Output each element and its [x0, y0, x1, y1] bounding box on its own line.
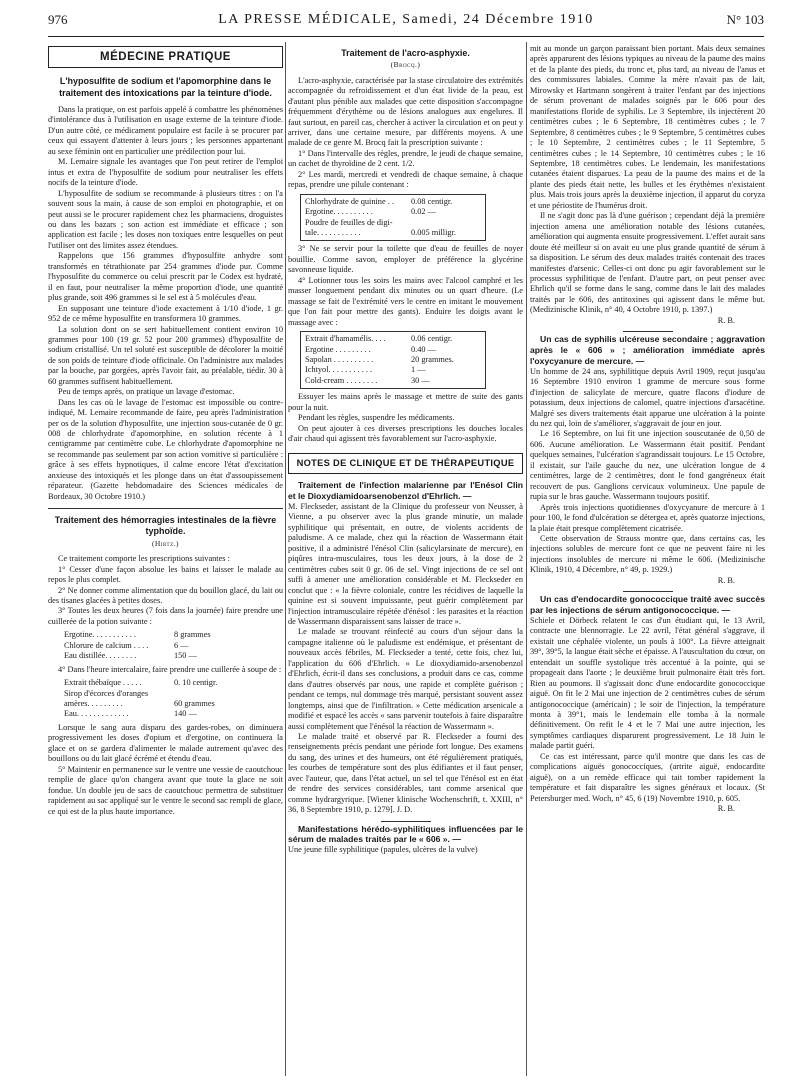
- paragraph: Peu de temps après, on pratique un lavage d'estomac.: [58, 387, 235, 397]
- paragraph: 4° Dans l'heure intercalaire, faire prendre une cuillerée à soupe de :: [58, 664, 282, 674]
- prescription-row: Eau distillée. . . . . . . . 150 —: [64, 651, 197, 661]
- paragraph: La solution dont on se sert habituellement contient environ 10 grammes pour 100 (19 gr. 52 pour 200 grammes) d'hyposulfite de sodium cristallisé. Un tel soluté est susceptible de décolorer la moitié de son poids de teinture d'iode officinale. On l'administre aux malades par la bouche, par gorgées, après l'avoir fait, au préalable, tiédir. 30 à 60 grammes suffisent habituellement.: [48, 324, 283, 386]
- page-header: [48, 10, 764, 32]
- author-initials: R. B.: [717, 804, 735, 814]
- prescription-row: Chlorure de calcium . . . . 6 —: [64, 640, 189, 650]
- prescription-list: [64, 678, 244, 720]
- author-initials: R. B.: [717, 575, 735, 585]
- paragraph: 5° Maintenir en permanence sur le ventre une vessie de caoutchouc remplie de glace qu'on changera avant que toute la glace ne soit fondue. Un double jeu de sacs de caoutchouc permettra de substituer rapidement au sac appliqué sur le ventre le second sac rempli de glace, ce qui est de la plus haute importance.: [48, 764, 283, 816]
- section-heading: NOTES DE CLINIQUE ET DE THÉRAPEUTIQUE: [288, 453, 523, 475]
- note-heading: Un cas de syphilis ulcéreuse secondaire ; aggravation après le « 606 » ; amélioration immédiate après l'oxycyanure de mercure. —: [530, 334, 765, 366]
- paragraph: Le 16 Septembre, on lui fit une injection souscutanée de 0,50 de 606. Aucune amélioration. Le Wassermann était positif. Pendant quelques semaines, l'ulcération s'agrandissait toujours. Le 15 Octobre, il existait, sur l'aile gauche du nez, une ulcération longue de 4 centimètres, large de 2 centimètres, dont le fond gangréneux était recouvert de pus. Ganglions cervicaux volumineux. Une papule de rupia sur le bras gauche. Wassermann toujours positif.: [530, 429, 765, 502]
- paragraph: 3° Ne se servir pour la toilette que d'eau de feuilles de noyer bouillie. Comme savon, employer de préférence la glycérine savonneuse liquide.: [288, 244, 523, 275]
- note-separator: [381, 821, 431, 822]
- paragraph: Cette observation de Strauss montre que, dans certains cas, les injections solubles de mercure font ce que ne peuvent faire ni les injections insolubles de mercure ni même le 606. (Medizinische Klinik, 1910, 4 Décembre, n° 49, p. 1929.): [530, 533, 765, 575]
- author-initials: R. B.: [717, 315, 735, 325]
- article-title: Traitement des hémorragies intestinales de la fièvre typhoïde.: [54, 515, 277, 537]
- paragraph: 3° Toutes les deux heures (7 fois dans la journée) faire prendre une cuillerée de la potion suivante :: [48, 606, 283, 626]
- column-divider: [285, 42, 286, 1076]
- paragraph: 4° Lotionner tous les soirs les mains avec l'alcool camphré et les masser longuement pendant dix minutes ou un quart d'heure. (Le massage se fait de l'extrémité vers le centre en imitant le mouvement que l'on fait pour mettre des gants). Enduire les doigts avant le massage avec :: [288, 275, 523, 327]
- paragraph: Essuyer les mains après le massage et mettre de suite des gants pour la nuit.: [288, 392, 523, 412]
- paragraph: 1° Cesser d'une façon absolue les bains et laisser le malade au repos le plus complet.: [48, 564, 283, 585]
- article-title: Traitement de l'acro-asphyxie.: [341, 48, 470, 58]
- prescription-row: Ergotine. . . . . . . . . . . 8 grammes: [64, 630, 211, 640]
- paragraph: On peut ajouter à ces diverses prescriptions les douches locales d'air chaud qui agissent très favorablement sur l'acro-asphyxie.: [288, 423, 523, 444]
- prescription-row: Poudre de feuilles de digi-: [305, 217, 393, 227]
- paragraph: Ce cas est intéressant, parce qu'il montre que dans les cas de complications aiguës gonococciques, (artrite aiguë, endocardite aiguë), on a un remède efficace qui tait tomber rapidement la température et fait disparaître les signes généraux et locaux. (St Petersburger med. Woch, n° 45, 6 (19) Novembre 1910, p. 605.: [530, 751, 765, 803]
- article-author: (Brocq.): [390, 60, 421, 70]
- prescription-row: Eau. . . . . . . . . . . . . 140 —: [64, 709, 197, 719]
- prescription-row: Chlorhydrate de quinine . . 0.08 centigr.: [305, 196, 453, 206]
- paragraph: M. Fleckseder, assistant de la Clinique du professeur von Neusser, à Vienne, a pu observer avec la plus grande minutie, un malade syphilitique qui présentait, en outre, de violents accidents de paludisme. A ce malade, chez qui la réaction de Wassermann était positive, il a administré l'énésol Clin (salicylarsinate de mercure), en piqûres intra-musculaires, tous les deux jours, à la dose de 2 centimètres cubes soit 0 gr. 06 de sel. Vingt injections de ce sel ont suffi à amener une amélioration considérable et M. Fleckseder en conclut que : « la fièvre coloniale, contre les récidives de laquelle la quinine est si souvent impuissante, peut guérir complètement par l'injection intramusculaire répétée d'énésol : les parasites et la réaction de Wassermann disparaissent sans laisser de trace ».: [288, 502, 523, 626]
- paragraph: Le malade traité et observé par R. Fleckseder a fourni des renseignements précis pendant une période fort longue. Des examens du sang, des urines et des humeurs, ont été régulièrement pratiqués, les courbes de température sont des plus édifiantes et il faut penser, avec l'auteur, que, dans l'état actuel, un sel tel que l'énésol est en état de rendre des services considérables, tant comme arsenical que comme hydrargyrique. [Wiener klinische Wochenschrift, t. XXIII, n° 36, 8 Septembre 1910, p. 1279]. J. D.: [288, 731, 523, 815]
- paragraph: M. Lemaire signale les avantages que l'on peut retirer de l'emploi intus et extra de l'hyposulfite de sodium pour neutraliser les effets nocifs de la teinture d'iode.: [48, 157, 283, 188]
- prescription-row: amères. . . . . . . . . 60 grammes: [64, 699, 215, 709]
- column-2: [288, 44, 523, 1076]
- note-separator: [623, 591, 673, 592]
- prescription-row: Extrait thébaïque . . . . . 0. 10 centigr.: [64, 678, 218, 688]
- column-divider: [526, 42, 527, 1076]
- prescription-box: [300, 194, 486, 242]
- prescription-row: Sapolan . . . . . . . . . . 20 grammes.: [305, 355, 454, 365]
- column-1: [48, 44, 283, 1076]
- note-heading: Manifestations hérédo-syphilitiques influencées par le sérum de malades traités par le « 606 ». —: [288, 823, 523, 845]
- paragraph: Schiele et Dörbeck relatent le cas d'un étudiant qui, le 13 Avril, contracte une blennorragie. Le 22 avril, l'état général s'aggrave, il existait une céphalée violente, un pouls à 100°. La fièvre atteignait 39°, 39°5, la langue était sèche et épaisse. A l'auscultation du cœur, on entendait un souffle systolique très accentué à la pointe, qui se propageait dans l'aorte ; le deuxième bruit pulmonaire était très fort. Rien au poumons. Il s'agissait donc d'une endocardite gonococcique aiguë. On fit le 2 Mai une injection de 2 centimètres cubes de sérum antigonococcique (américain) ; le soir de l'injection, la température monta à 39°1, mais le lendemain elle tomba à la normale définitivement. On refit le 4 et le 7 Mai une autre injection, les symptômes cardiaques disparurent progressivement. Le 18 Juin le malade partit guéri.: [530, 615, 765, 751]
- paragraph: Dans les cas où le lavage de l'estomac est impossible ou contre-indiqué, M. Lemaire recommande de faire, peu après l'administration per os de la solution d'hyposulfite, une injection sous-cutanée de 0 gr. 008 de chlorhydrate d'apomorphine, en solution récente à 1 centigramme par centimètre cube. Le chlorhydrate d'apomorphine ne se recommande pas seulement par son action vomitive si particulière : grâce à ses effets hypnotiques, il calme encore l'état d'excitation anxieuse des intoxiqués et les plonge dans un état d'assoupissement réparateur. (Gazette hebdomadaire des Sciences médicales de Bordeaux, 30 Octobre 1910.): [48, 397, 283, 501]
- paragraph: 1° Dans l'intervalle des règles, prendre, le jeudi de chaque semaine, un cachet de thyroïdine de 2 cent. 1/2.: [288, 148, 523, 169]
- article-separator: [48, 508, 283, 509]
- prescription-row: Ergotine. . . . . . . . . . 0.02 —: [305, 207, 436, 217]
- paragraph: Ce traitement comporte les prescriptions suivantes :: [58, 554, 230, 564]
- paragraph: L'hyposulfite de sodium se recommande à plusieurs titres : on l'a souvent sous la main, à cause de son emploi en photographie, et on peut aussi se le procurer rapidement chez les pharmaciens, droguistes ou dans les bazars ; son action est immédiate et efficace ; son application est facile ; les doses non toxiques entre lesquelles on peut l'utiliser ont des limites assez étendues.: [48, 188, 283, 250]
- article-author: (Hirtz.): [151, 538, 180, 548]
- prescription-row: Ichtyol. . . . . . . . . . . 1 —: [305, 365, 426, 375]
- paragraph: Lorsque le sang aura disparu des gardes-robes, on diminuera progressivement les doses d'opium et d'ergotine, on continuera la glace et on se gardera d'alimenter le malade autrement qu'avec des bouillons ou du lait glacé écrémé et étendu d'eau.: [48, 722, 283, 764]
- issue-number: N° 103: [726, 12, 764, 27]
- note-heading: Traitement de l'infection malarienne par l'Enésol Clin et le Dioxydiamidoarsenobenzol d'Ehrlich. —: [288, 480, 523, 502]
- prescription-list: [64, 630, 244, 661]
- prescription-row: Cold-cream . . . . . . . . 30 —: [305, 375, 430, 385]
- paragraph: 2° Les mardi, mercredi et vendredi de chaque semaine, à chaque repas, prendre une pilule contenant :: [288, 169, 523, 190]
- prescription-row: Extrait d'hamamélis. . . . 0.06 centigr.: [305, 334, 453, 344]
- note-separator: [623, 331, 673, 332]
- article-title: L'hyposulfite de sodium et l'apomorphine dans le traitement des intoxications par la teinture d'iode.: [59, 76, 272, 98]
- journal-title: LA PRESSE MÉDICALE, Samedi, 24 Décembre 1910: [218, 12, 594, 27]
- paragraph: Il ne s'agit donc pas là d'une guérison ; cependant déjà la première injection amena une amélioration notable des lésions cutanées, amélioration qui augmenta ensuite progressivement. L'effet aurait sans doute été meilleur si on avait eu une plus grande quantité de sérum à sa disposition. Le sérum des deux malades traités contenait des traces manifestes d'arsenic. Celles-ci ont donc pu agir favorablement sur le processus syphilitique de l'enfant. D'autre part, on peut penser avec Ehrlich qu'il se forme dans le sang, comme dans le lait des malades traités par le 606, des antitoxines qui agissent dans le même but. (Medizinische Klinik, n° 40, 4 Octobre 1910, p. 1397.): [530, 211, 765, 315]
- prescription-row: Sirop d'écorces d'oranges: [64, 688, 149, 698]
- paragraph: Dans la pratique, on est parfois appelé à combattre les phénomènes d'intolérance dus à l'utilisation en usage externe de la teinture d'iode. D'un autre côté, ce médicament populaire est facile à se procurer par ceux qui essayent d'attenter à leurs jours ; les personnes appartenant au sexe féminin ont en particulier une prédilection pour lui.: [48, 104, 283, 156]
- paragraph: Après trois injections quotidiennes d'oxycyanure de mercure à 1 pour 100, le fond d'ulcération se détergea et, après quatorze injections, la plaie était presque complètement cicatrisée.: [530, 502, 765, 533]
- prescription-box: [300, 331, 486, 389]
- column-3: [530, 44, 765, 1076]
- prescription-row: tale. . . . . . . . . . . 0.005 milligr.: [305, 228, 456, 238]
- paragraph: Rappelons que 156 grammes d'hyposulfite anhydre sont transformés en tétrathionate par 254 grammes d'iode pur. Comme l'hyposulfite du commerce ou celui prescrit par le Codex est hydraté, il en faut, pour neutraliser la même proportion d'iode, une quantité plus grande, soit 496 grammes si le sel est à 5 molécules d'eau.: [48, 251, 283, 303]
- paragraph: Une jeune fille syphilitique (papules, ulcères de la vulve): [288, 845, 478, 855]
- paragraph: Le malade se trouvant réinfecté au cours d'un séjour dans la campagne italienne où le paludisme est endémique, et présentant de nouveaux accès fébriles, M. Fleckseder a tenté, cette fois, chez lui, l'application du 606 d'Ehrlich. « Le dioxydiamido-arsenobenzol d'Ehrlich, écrit-il dans ses conclusions, a produit dans ce cas, comme dans d'autres observés par nous, une rapide et complète guérison ; pendant ce temps, nul dommage très marqué, persistant souvent assez longtemps, ainsi que de l'infiltration. » Cette médication arsenicale a modifié et espacé les accès « sans parvenir toutefois à faire disparaître aussi complètement que l'énésol la réaction de Wassermann ».: [288, 627, 523, 731]
- header-rule: [48, 36, 764, 37]
- paragraph: mit au monde un garçon paraissant bien portant. Mais deux semaines après apparurent des lésions typiques au niveau de la paume des mains et de la plante des pieds, du tronc et, plus tard, au niveau de l'anus et des commissures labiales. Comme la mère n'avait pas de lait, Mirowsky et Hartmann songèrent à traiter l'enfant par des injections de sérum provenant de malades soignés par le 606 pour des manifestations floride de syphilis. Le 3 Septembre, ils injectèrent 20 centimètres cubes ; le 6 Septembre, 18 centimètres cubes ; le 7 Septembre, 8 centimètres cubes ; le 9 Septembre, 5 centimètres cubes ; le 10 Septembre, 2 centimètres cubes ; le 11 Septembre, 5 centimètres cubes ; le 14 Septembre, 10 centimètres cubes ; le 16 Septembre, 18 centimètres cubes. Le lendemain, les manifestations cutanées étaient disparues. La peau de la paume des mains et de la plante des pieds était nette, les bulles et les érythèmes n'existaient plus. Mais trois jours après la deuxième injection, il apparut du coryza et une périostite de l'humérus droit.: [530, 44, 765, 210]
- paragraph: Pendant les règles, suspendre les médicaments.: [298, 413, 455, 423]
- note-heading: Un cas d'endocardite gonococcique traité avec succès par les injections de sérum antigonococcique. —: [530, 594, 765, 616]
- prescription-row: Ergotine . . . . . . . . . 0.40 —: [305, 344, 436, 354]
- paragraph: L'acro-asphyxie, caractérisée par la stase circulatoire des extrémités accompagnée du refroidissement et d'un état livide de la peau, est d'autant plus pénible aux malades que cette disposition s'accompagne fréquemment d'érythème ou de lésions analogues aux engelures. Il faut surtout, en pareil cas, chercher à activer la circulation et on peut y arriver, dans une certaine mesure, par différents moyens. A une malade de ce genre M. Brocq fait la prescription suivante :: [288, 75, 523, 148]
- paragraph: 2° Ne donner comme alimentation que du bouillon glacé, du lait ou des tisanes glacées à petites doses.: [48, 585, 283, 605]
- paragraph: En supposant une teinture d'iode exactement à 1/10 d'iode, 1 gr. 952 de ce même hyposulfite en transformera 10 grammes.: [48, 303, 283, 324]
- page-number: 976: [48, 12, 68, 27]
- paragraph: Un homme de 24 ans, syphilitique depuis Avril 1909, reçut jusqu'au 16 Septembre 1910 environ 1 gramme de mercure sous forme d'injection de salicylate de mercure, quatre flacons d'iodure de potassium, deux injections de calomel, quatre injections d'arsacétine. Malgré ses divers traitements était apparue une ulcération à la pointe du nez qui, loin de s'améliorer, s'aggravait de jour en jour.: [530, 366, 765, 428]
- section-heading: MÉDECINE PRATIQUE: [48, 46, 283, 68]
